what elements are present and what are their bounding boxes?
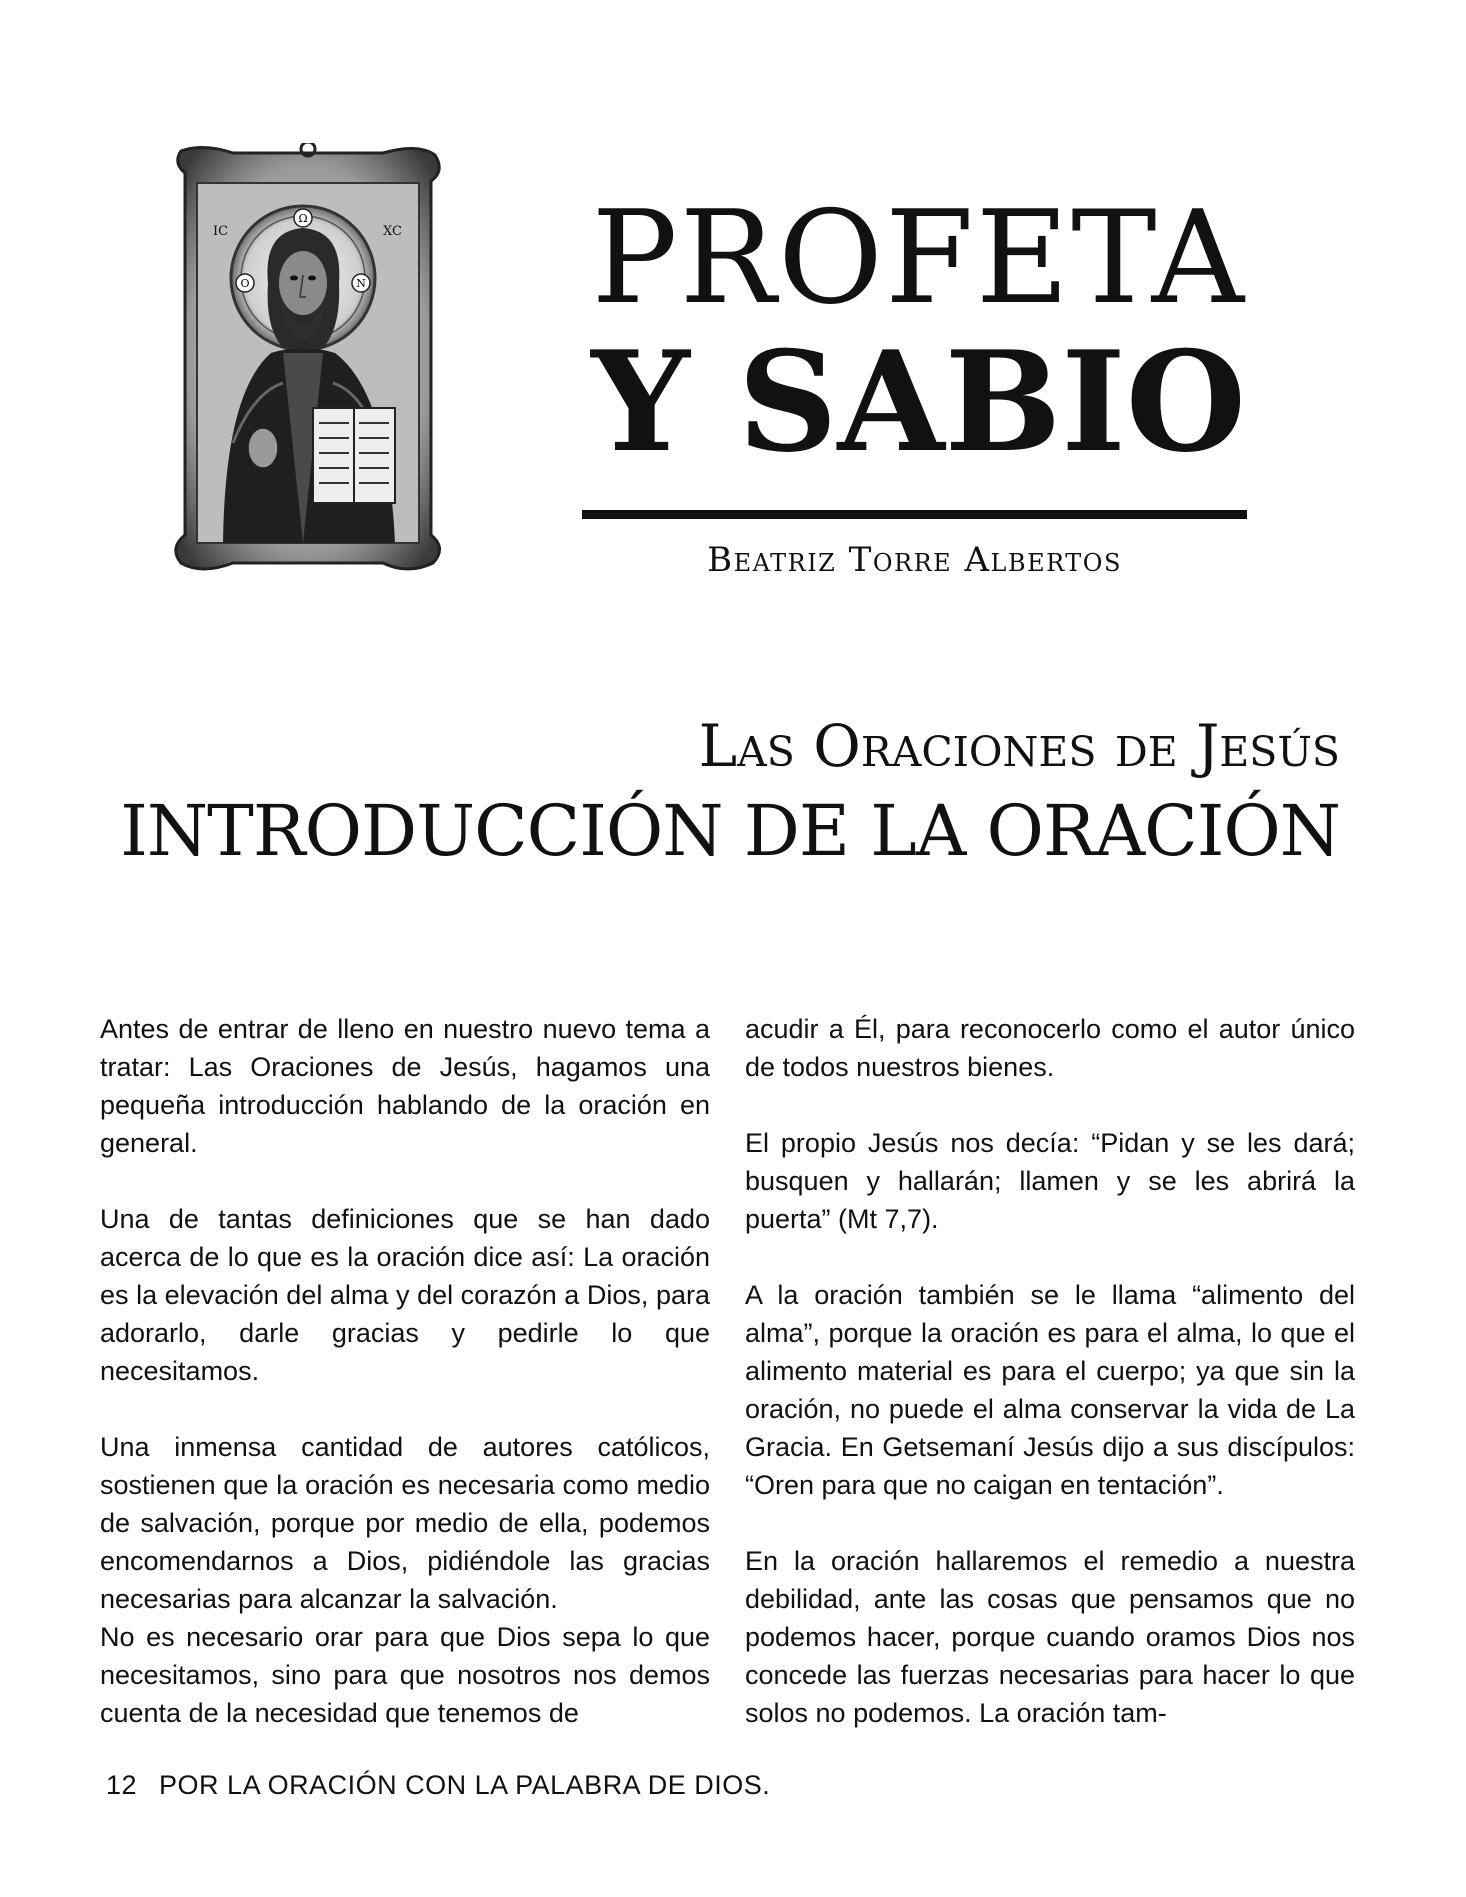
icon-letters-ic: IC: [213, 224, 229, 239]
page-footer: [106, 1770, 770, 1801]
section-heading-line1: Las Oraciones de Jesús: [698, 712, 1340, 780]
body-column-right: [745, 1010, 1355, 1770]
footer-text: POR LA ORACIÓN CON LA PALABRA DE DIOS.: [159, 1770, 771, 1800]
paragraph: Antes de entrar de lleno en nuestro nuevo tema a tratar: Las Oraciones de Jesús, hagamos una pequeña introducción hablando de la oración en general.: [100, 1014, 710, 1158]
halo-letter-right: Ν: [356, 277, 366, 290]
halo-letter-top: Ω: [298, 212, 308, 225]
halo-letter-left: Ο: [240, 277, 250, 290]
page-title-line1: PROFETA: [591, 184, 1246, 333]
paragraph: El propio Jesús nos decía: “Pidan y se les dará; busquen y hallarán; llamen y se les abrirá la puerta” (Mt 7,7).: [745, 1128, 1355, 1234]
paragraph: A la oración también se le llama “alimento del alma”, porque la oración es para el alma, lo que el alimento material es para el cuerpo; ya que sin la oración, no puede el alma conservar la vida de La Gracia. En Getsemaní Jesús dijo a sus discípulos: “Oren para que no caigan en tentación”.: [745, 1280, 1355, 1500]
paragraph: No es necesario orar para que Dios sepa lo que necesitamos, sino para que nosotros nos demos cuenta de la necesidad que tenemos de: [100, 1622, 710, 1728]
body-column-left: [100, 1010, 710, 1770]
page-title-line2: Y SABIO: [591, 320, 1246, 483]
author-byline: Beatriz Torre Albertos: [707, 540, 1122, 580]
paragraph: Una inmensa cantidad de autores católicos, sostienen que la oración es necesaria como medio de salvación, porque por medio de ella, podemos encomendarnos a Dios, pidiéndole las gracias necesarias para alcanzar la salvación.: [100, 1432, 710, 1614]
christ-pantocrator-icon: [163, 143, 453, 573]
paragraph: Una de tantas definiciones que se han dado acerca de lo que es la oración dice así: La oración es la elevación del alma y del corazón a Dios, para adorarlo, darle gracias y pedirle lo que necesitamos.: [100, 1204, 710, 1386]
section-heading-line2: INTRODUCCIÓN DE LA ORACIÓN: [120, 790, 1340, 872]
page-number: 12: [106, 1770, 138, 1800]
icon-letters-xc: XC: [383, 224, 402, 239]
paragraph: acudir a Él, para reconocerlo como el autor único de todos nuestros bienes.: [745, 1014, 1355, 1082]
title-divider: [582, 510, 1247, 519]
paragraph: En la oración hallaremos el remedio a nuestra debilidad, ante las cosas que pensamos que no podemos hacer, porque cuando oramos Dios nos concede las fuerzas necesarias para hacer lo que solos no podemos. La oración tam-: [745, 1546, 1355, 1728]
